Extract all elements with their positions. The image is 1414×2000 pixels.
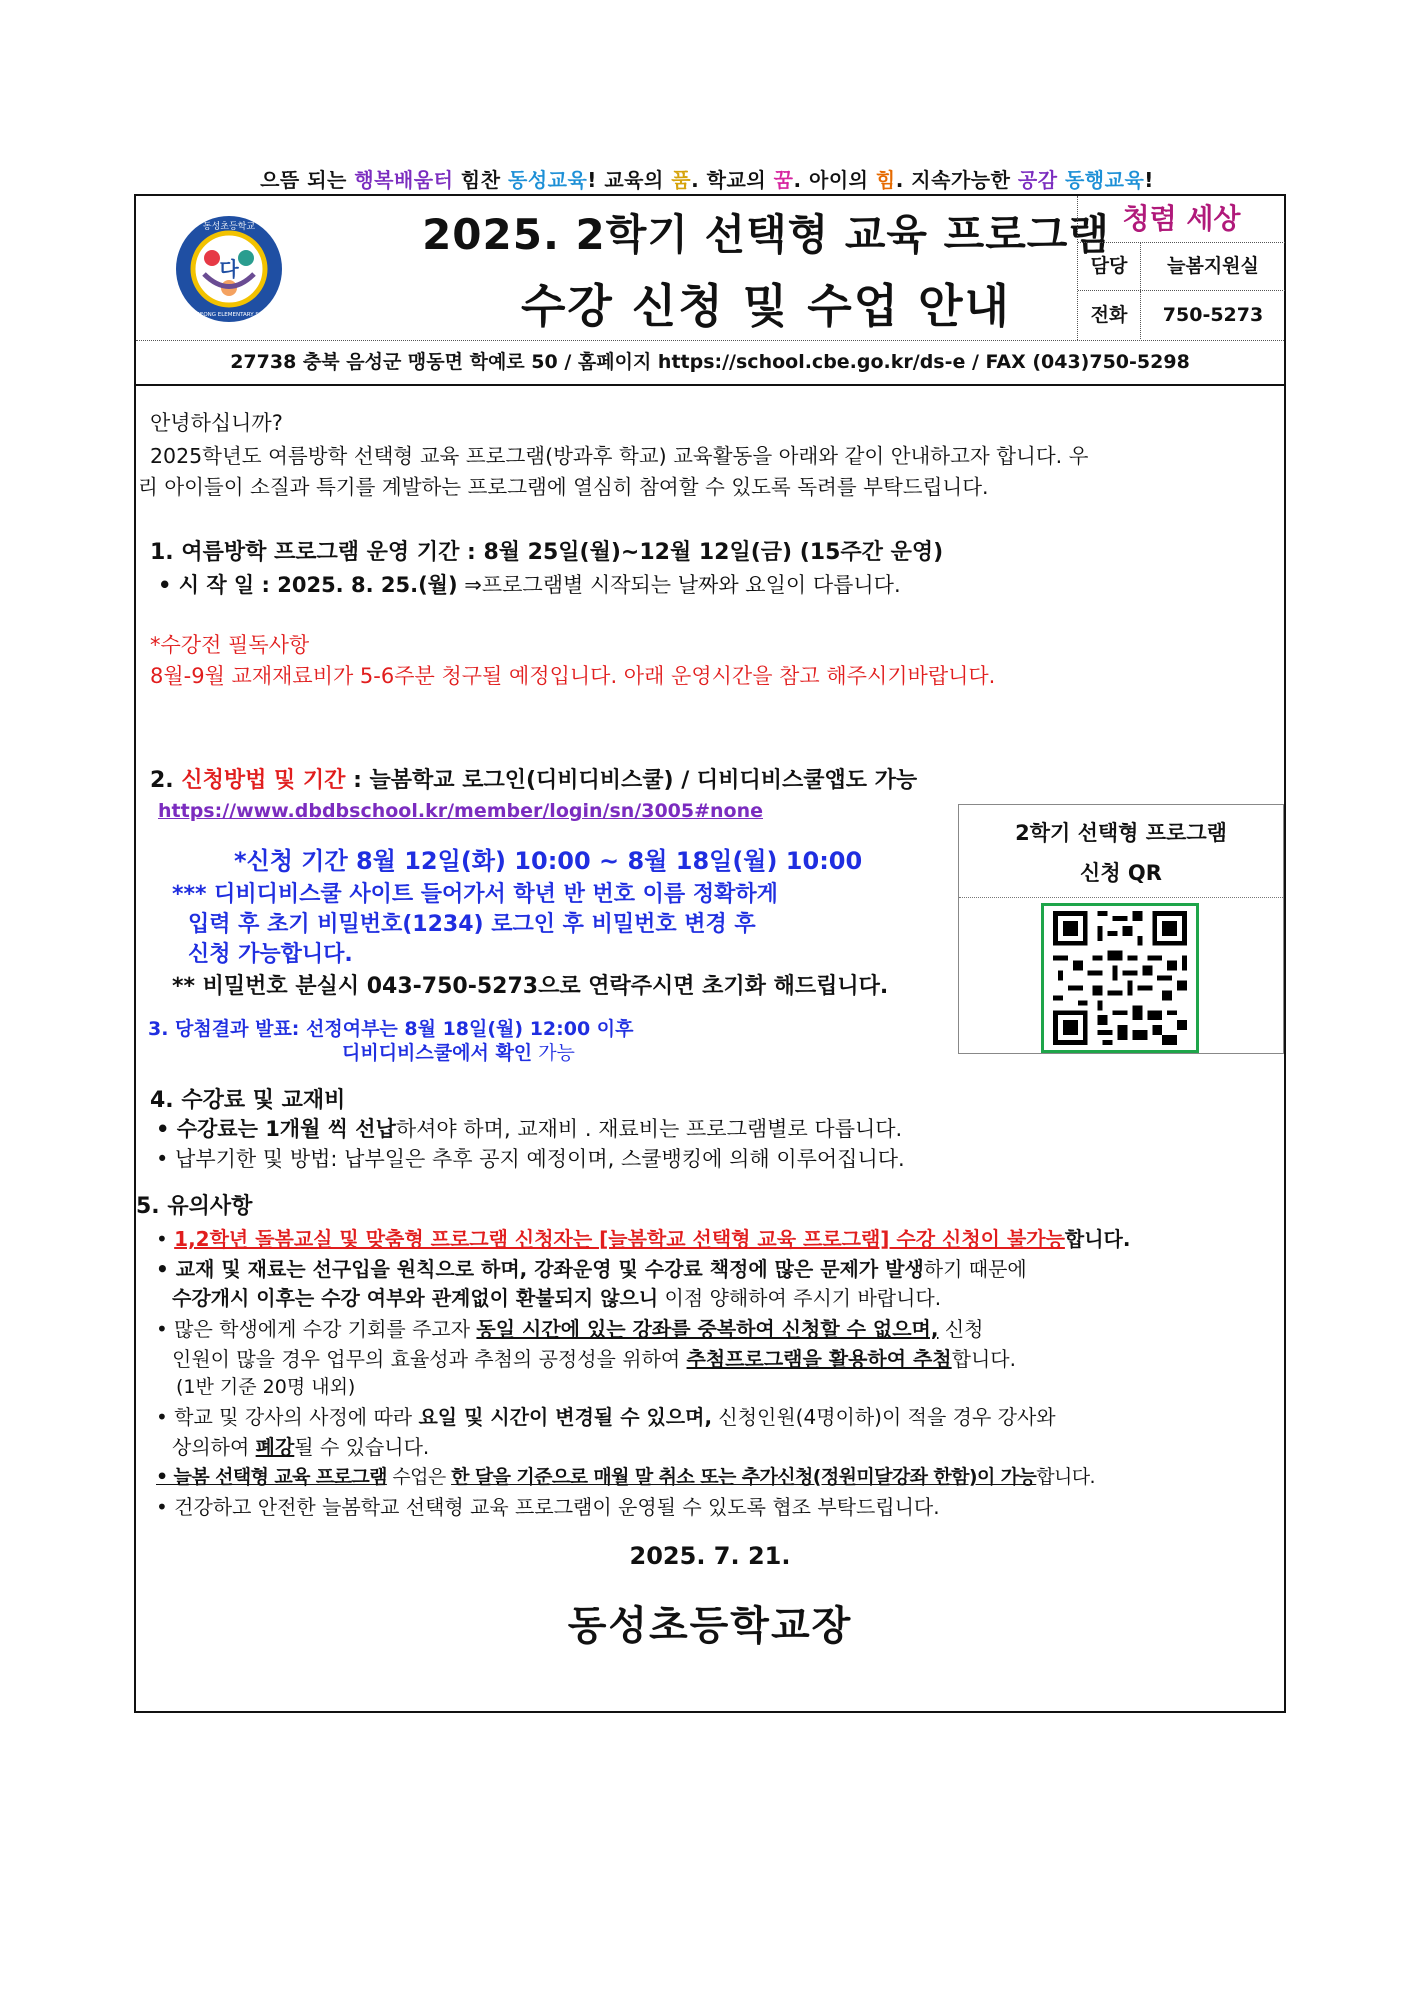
slogan-part: 으뜸 되는 (260, 168, 355, 192)
slogan-part: . 지속가능한 (895, 168, 1018, 192)
slogan-part: 품 (671, 168, 692, 192)
intro-line1: 2025학년도 여름방학 선택형 교육 프로그램(방과후 학교) 교육활동을 아래와 같이 안내하고자 합니다. 우 (150, 444, 1089, 468)
fee-prepay-bold: • 수강료는 1개월 씩 선납 (156, 1117, 396, 1141)
section5-heading: 5. 유의사항 (136, 1194, 253, 1219)
slogan-part: 공감 (1017, 168, 1058, 192)
notice-change-a: • 학교 및 강사의 사정에 따라 (156, 1405, 419, 1429)
logo-bottom-text: DONGSEONG ELEMENTARY SCHOOL (179, 312, 279, 318)
notice-dup-b: 동일 시간에 있는 강좌를 중복하여 신청할 수 없으며, (476, 1317, 939, 1341)
contact-dept-row (1078, 242, 1285, 291)
notice-lottery-a: 인원이 많을 경우 업무의 효율성과 추첨의 공정성을 위하여 (172, 1347, 687, 1371)
signup-step2: 입력 후 초기 비밀번호(1234) 로그인 후 비밀번호 변경 후 (188, 912, 756, 937)
notice-monthly-c: 한 달을 기준으로 매월 말 취소 또는 추가신청(정원미달강좌 한함)이 가능 (451, 1466, 1037, 1488)
notice-dup-a: • 많은 학생에게 수강 기회를 주고자 (156, 1317, 477, 1341)
notice-refund-rest: 이점 양해하여 주시기 바랍니다. (658, 1286, 942, 1310)
phone-value: 750-5273 (1162, 304, 1264, 326)
password-note: ** 비밀번호 분실시 043-750-5273으로 연락주시면 초기화 해드립니다. (172, 974, 889, 999)
principal-signature: 동성초등학교장 (567, 1603, 853, 1649)
notice-lottery-c: 합니다. (951, 1347, 1016, 1371)
notice-change-c: 신청인원(4명이하)이 적을 경우 강사와 (712, 1405, 1056, 1429)
slogan-part: 힘 (875, 168, 896, 192)
section4-bullet1 (156, 1114, 902, 1144)
section1-bullet (158, 570, 901, 600)
section5-bullet1: • 1,2학년 돌봄교실 및 맞춤형 프로그램 신청자는 [늘봄학교 선택형 교육 프로그램] 수강 신청이 불가능합니다. (156, 1227, 1131, 1251)
document-date: 2025. 7. 21. (629, 1542, 791, 1570)
section1-heading: 1. 여름방학 프로그램 운영 기간 : 8월 25일(월)~12월 12일(금) (15주간 운영) (150, 540, 944, 565)
notice-dup-c: 신청 (938, 1317, 984, 1341)
qr-title2: 신청 QR (1080, 861, 1162, 885)
notice-change-b: 요일 및 시간이 변경될 수 있으며, (418, 1405, 713, 1429)
notice-heading: *수강전 필독사항 (150, 633, 310, 657)
logo-arc-text: 동성초등학교 (202, 222, 256, 232)
slogan-part: 동행교육 (1064, 168, 1145, 192)
section5-bullet3-line2 (172, 1344, 1016, 1374)
section5-bullet4-line2 (172, 1432, 429, 1462)
fee-prepay-rest: 하셔야 하며, 교재비 . 재료비는 프로그램별로 다릅니다. (395, 1117, 903, 1141)
document-header (136, 196, 1284, 341)
section2-num: 2. (150, 768, 182, 793)
page-title-line1: 2025. 2학기 선택형 교육 프로그램 (422, 210, 1110, 259)
intro-line2: 리 아이들이 소질과 특기를 계발하는 프로그램에 열심히 참여할 수 있도록 독려를 부탁드립니다. (138, 475, 989, 499)
section2-head-rest: : 늘봄학교 로그인(디비디비스쿨) / 디비디비스쿨앱도 가능 (345, 768, 918, 793)
section4-bullet2: • 납부기한 및 방법: 납부일은 추후 공지 예정이며, 스쿨뱅킹에 의해 이루어집니다. (156, 1147, 905, 1171)
notice-monthly-b: 수업은 (386, 1466, 452, 1488)
slogan-part: 동성교육 (508, 168, 588, 192)
slogan-part: . 학교의 (691, 168, 774, 192)
notice-refund-bold: 수강개시 이후는 수강 여부와 관계없이 환불되지 않으니 (172, 1286, 659, 1310)
section2-head-red: 신청방법 및 기간 (181, 768, 346, 793)
section5-bullet3-line3: (1반 기준 20명 내외) (176, 1376, 356, 1398)
qr-code-icon[interactable] (1041, 903, 1199, 1053)
slogan-part: . 아이의 (793, 168, 876, 192)
start-date-bold: • 시 작 일 : 2025. 8. 25.(월) (158, 573, 458, 597)
section2-heading (150, 766, 917, 796)
title-box (326, 196, 1206, 340)
school-slogan (0, 164, 1414, 193)
notice-monthly-d: 합니다. (1036, 1466, 1095, 1488)
section3-check-site: 디비디비스쿨에서 확인 (342, 1042, 533, 1064)
notice-body: 8월-9월 교재재료비가 5-6주분 청구될 예정입니다. 아래 운영시간을 참고 해주시기바랍니다. (150, 664, 996, 688)
signup-step1: *** 디비디비스쿨 사이트 들어가서 학년 반 번호 이름 정확하게 (172, 882, 778, 907)
logo-center-text: 다 (219, 257, 239, 281)
section5-bullet4-line1 (156, 1402, 1056, 1432)
section5-bullet2-line1 (156, 1254, 1027, 1284)
notice-grade12-red: 1,2학년 돌봄교실 및 맞춤형 프로그램 신청자는 [늘봄학교 선택형 교육 프로그램] 수강 신청이 불가능 (174, 1227, 1065, 1251)
document-frame (134, 194, 1286, 1713)
signup-step3: 신청 가능합니다. (188, 942, 353, 967)
slogan-part: ! (1144, 168, 1154, 192)
greeting: 안녕하십니까? (150, 411, 283, 435)
section5-bullet5 (156, 1462, 1095, 1492)
section3-line2 (342, 1038, 575, 1068)
signup-period: *신청 기간 8월 12일(화) 10:00 ~ 8월 18일(월) 10:00 (234, 847, 863, 875)
contact-phone-row (1078, 291, 1285, 339)
notice-materials-rest: 하기 때문에 (923, 1257, 1027, 1281)
notice-monthly-a: • 늘봄 선택형 교육 프로그램 (156, 1466, 387, 1488)
page-title-line2: 수강 신청 및 수업 안내 (521, 279, 1011, 333)
section5-bullet2-line2 (172, 1283, 941, 1313)
qr-divider (959, 897, 1283, 898)
school-address: 27738 충북 음성군 맹동면 학예로 50 / 홈페이지 https://school.cbe.go.kr/ds-e / FAX (043)750-5298 (136, 340, 1284, 386)
qr-title1: 2학기 선택형 프로그램 (1015, 821, 1227, 845)
slogan-part: 힘찬 (453, 168, 508, 192)
section3-line1: 3. 당첨결과 발표: 선정여부는 8월 18일(월) 12:00 이후 (148, 1018, 634, 1040)
section3-check-rest: 가능 (532, 1042, 575, 1064)
slogan-part: 행복배움터 (354, 168, 454, 192)
notice-lottery-b: 추첨프로그램을 활용하여 추첨 (686, 1347, 952, 1371)
section5-bullet3-line1 (156, 1314, 983, 1344)
section4-heading: 4. 수강료 및 교재비 (150, 1088, 346, 1113)
brand-logo-text: 청렴 세상 (1078, 196, 1285, 243)
notice-close-c: 될 수 있습니다. (294, 1435, 430, 1459)
notice-close-a: 상의하여 (172, 1435, 256, 1459)
dept-value: 늘봄지원실 (1167, 255, 1259, 277)
notice-grade12-rest: 합니다. (1064, 1227, 1131, 1251)
school-logo-icon (174, 214, 284, 324)
slogan-part: ! 교육의 (587, 168, 672, 192)
phone-label: 전화 (1078, 291, 1141, 339)
slogan-part: 꿈 (773, 168, 794, 192)
signup-link[interactable]: https://www.dbdbschool.kr/member/login/sn/3005#none (158, 800, 764, 822)
section5-bullet6: • 건강하고 안전한 늘봄학교 선택형 교육 프로그램이 운영될 수 있도록 협조 부탁드립니다. (156, 1495, 940, 1519)
notice-close-b: 폐강 (255, 1435, 295, 1459)
start-date-note: ⇒프로그램별 시작되는 날짜와 요일이 다릅니다. (457, 573, 901, 597)
qr-box (958, 804, 1284, 1054)
slogan-part (1058, 168, 1065, 192)
contact-box (1077, 196, 1285, 340)
notice-materials-bold: • 교재 및 재료는 선구입을 원칙으로 하며, 강좌운영 및 수강료 책정에 많은 문제가 발생 (156, 1257, 924, 1281)
dept-label: 담당 (1078, 242, 1141, 290)
